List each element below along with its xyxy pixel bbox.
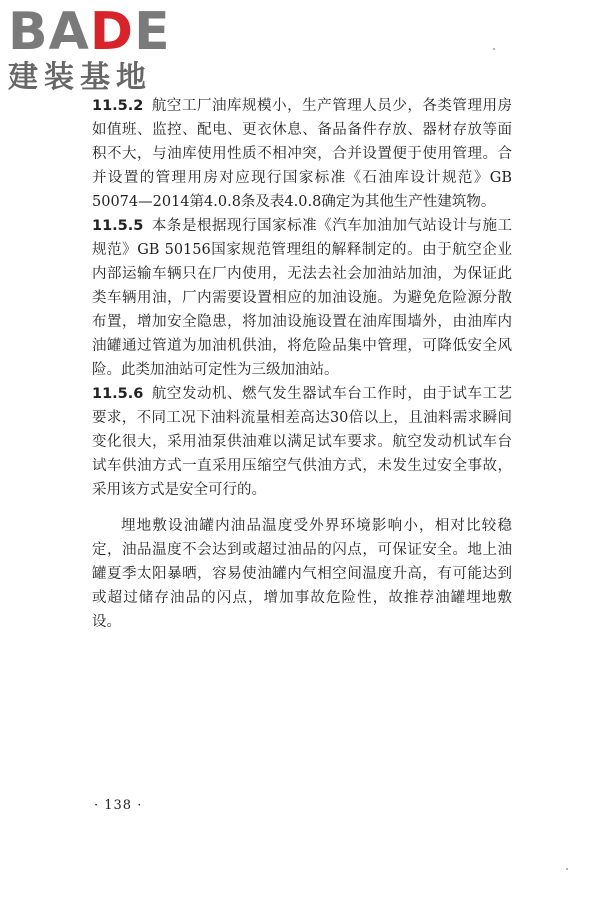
logo-subtitle: 建装基地	[8, 60, 152, 95]
document-body	[92, 94, 512, 634]
clause-paragraph	[92, 94, 512, 214]
clause-text: 航空工厂油库规模小，生产管理人员少，各类管理用房如值班、监控、配电、更衣休息、备品备件存放、器材存放等面积不大，与油库使用性质不相冲突，合并设置便于使用管理。合并设置的管理用房对应现行国家标准《石油库设计规范》GB 50074—2014第4.0.8条及表4.0.8确定为其他生产性建筑物。	[92, 98, 512, 210]
paragraph-text: 埋地敷设油罐内油品温度受外界环境影响小，相对比较稳定，油品温度不会达到或超过油品的闪点，可保证安全。地上油罐夏季太阳暴晒，容易使油罐内气相空间温度升高，有可能达到或超过储存油品的闪点，增加事故危险性，故推荐油罐埋地敷设。	[92, 518, 512, 630]
clause-text: 航空发动机、燃气发生器试车台工作时，由于试车工艺要求，不同工况下油料流量相差高达30倍以上，且油料需求瞬间变化很大，采用油泵供油难以满足试车要求。航空发动机试车台试车供油方式一直采用压缩空气供油方式，未发生过安全事故，采用该方式是安全可行的。	[92, 386, 512, 498]
logo-letters-ba: BA	[8, 2, 90, 62]
clause-paragraph	[92, 382, 512, 502]
clause-number: 11.5.5	[92, 218, 144, 234]
body-paragraph	[92, 514, 512, 634]
clause-number: 11.5.6	[92, 386, 144, 402]
scan-speck	[566, 868, 568, 870]
scan-speck	[493, 48, 495, 50]
clause-text: 本条是根据现行国家标准《汽车加油加气站设计与施工规范》GB 50156国家规范管理组的解释制定的。由于航空企业内部运输车辆只在厂内使用，无法去社会加油站加油，为保证此类车辆用油，厂内需要设置相应的加油设施。为避免危险源分散布置，增加安全隐患，将加油设施设置在油库围墙外，由油库内油罐通过管道为加油机供油，将危险品集中管理，可降低安全风险。此类加油站可定性为三级加油站。	[92, 218, 512, 378]
clause-number: 11.5.2	[92, 98, 144, 114]
logo-letter-e: E	[134, 2, 171, 62]
logo-letter-d: D	[89, 2, 135, 62]
page-number: · 138 ·	[94, 798, 143, 813]
logo-wordmark	[8, 2, 188, 62]
bade-logo	[8, 2, 188, 96]
clause-paragraph	[92, 214, 512, 382]
